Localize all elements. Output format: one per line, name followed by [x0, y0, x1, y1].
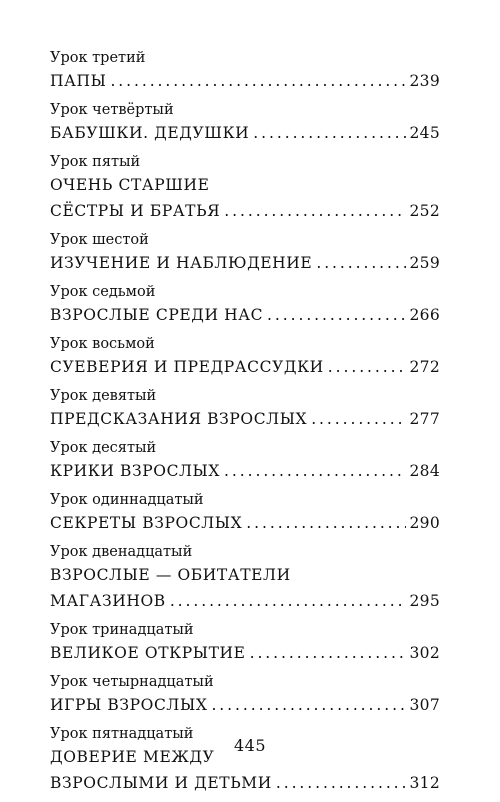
chapter-page-number: 312 — [409, 774, 440, 792]
chapter-title-line — [50, 458, 440, 484]
dot-leader — [224, 198, 405, 224]
lesson-label: Урок одиннадцатый — [50, 492, 204, 508]
toc-entry — [50, 100, 440, 146]
chapter-title: СЕКРЕТЫ ВЗРОСЛЫХ — [50, 514, 243, 532]
lesson-label: Урок шестой — [50, 232, 149, 248]
toc-entry — [50, 386, 440, 432]
chapter-title-line — [50, 302, 440, 328]
chapter-title-line — [50, 640, 440, 666]
dot-leader — [110, 68, 405, 94]
toc-entry — [50, 334, 440, 380]
dot-leader — [170, 588, 406, 614]
chapter-title-line — [50, 120, 440, 146]
chapter-page-number: 284 — [409, 462, 440, 480]
chapter-title-line — [50, 588, 440, 614]
chapter-title-line — [50, 406, 440, 432]
chapter-title: МАГАЗИНОВ — [50, 592, 166, 610]
chapter-page-number: 245 — [409, 124, 440, 142]
chapter-title-line: ДОВЕРИЕ МЕЖДУ — [50, 748, 215, 766]
toc-entry — [50, 672, 440, 718]
chapter-title: БАБУШКИ. ДЕДУШКИ — [50, 124, 250, 142]
chapter-title: СЁСТРЫ И БРАТЬЯ — [50, 202, 221, 220]
chapter-title: ВЗРОСЛЫЕ СРЕДИ НАС — [50, 306, 264, 324]
chapter-page-number: 252 — [409, 202, 440, 220]
chapter-title-line — [50, 770, 440, 796]
lesson-label: Урок четырнадцатый — [50, 674, 214, 690]
lesson-label: Урок пятнадцатый — [50, 726, 194, 742]
lesson-label: Урок восьмой — [50, 336, 155, 352]
dot-leader — [316, 250, 405, 276]
table-of-contents — [50, 48, 440, 802]
chapter-title-line — [50, 692, 440, 718]
chapter-title-line — [50, 250, 440, 276]
toc-entry — [50, 724, 440, 796]
dot-leader — [328, 354, 406, 380]
lesson-label: Урок десятый — [50, 440, 157, 456]
chapter-title: ИГРЫ ВЗРОСЛЫХ — [50, 696, 208, 714]
lesson-label: Урок девятый — [50, 388, 157, 404]
chapter-title-line — [50, 68, 440, 94]
chapter-page-number: 266 — [409, 306, 440, 324]
chapter-title: ПАПЫ — [50, 72, 107, 90]
dot-leader — [267, 302, 405, 328]
chapter-page-number: 295 — [409, 592, 440, 610]
chapter-page-number: 302 — [409, 644, 440, 662]
toc-entry — [50, 490, 440, 536]
toc-entry — [50, 542, 440, 614]
dot-leader — [253, 120, 405, 146]
chapter-page-number: 307 — [409, 696, 440, 714]
toc-entry — [50, 620, 440, 666]
dot-leader — [211, 692, 405, 718]
chapter-title: ВЕЛИКОЕ ОТКРЫТИЕ — [50, 644, 246, 662]
lesson-label: Урок двенадцатый — [50, 544, 193, 560]
chapter-title-line — [50, 198, 440, 224]
chapter-page-number: 272 — [409, 358, 440, 376]
toc-entry — [50, 48, 440, 94]
lesson-label: Урок тринадцатый — [50, 622, 194, 638]
chapter-title: ПРЕДСКАЗАНИЯ ВЗРОСЛЫХ — [50, 410, 308, 428]
chapter-page-number: 239 — [409, 72, 440, 90]
chapter-title-line: ВЗРОСЛЫЕ — ОБИТАТЕЛИ — [50, 566, 291, 584]
chapter-page-number: 259 — [409, 254, 440, 272]
chapter-title: СУЕВЕРИЯ И ПРЕДРАССУДКИ — [50, 358, 324, 376]
dot-leader — [276, 770, 406, 796]
toc-entry — [50, 230, 440, 276]
chapter-page-number: 277 — [409, 410, 440, 428]
dot-leader — [311, 406, 405, 432]
lesson-label: Урок третий — [50, 50, 146, 66]
dot-leader — [224, 458, 405, 484]
chapter-page-number: 290 — [409, 514, 440, 532]
chapter-title-line — [50, 510, 440, 536]
toc-entry — [50, 438, 440, 484]
chapter-title: КРИКИ ВЗРОСЛЫХ — [50, 462, 221, 480]
page-number: 445 — [233, 736, 267, 755]
dot-leader — [250, 640, 406, 666]
lesson-label: Урок пятый — [50, 154, 141, 170]
chapter-title: ИЗУЧЕНИЕ И НАБЛЮДЕНИЕ — [50, 254, 313, 272]
lesson-label: Урок седьмой — [50, 284, 156, 300]
toc-entry — [50, 152, 440, 224]
chapter-title: ВЗРОСЛЫМИ И ДЕТЬМИ — [50, 774, 272, 792]
toc-entry — [50, 282, 440, 328]
lesson-label: Урок четвёртый — [50, 102, 174, 118]
chapter-title-line: ОЧЕНЬ СТАРШИЕ — [50, 176, 210, 194]
dot-leader — [246, 510, 405, 536]
chapter-title-line — [50, 354, 440, 380]
